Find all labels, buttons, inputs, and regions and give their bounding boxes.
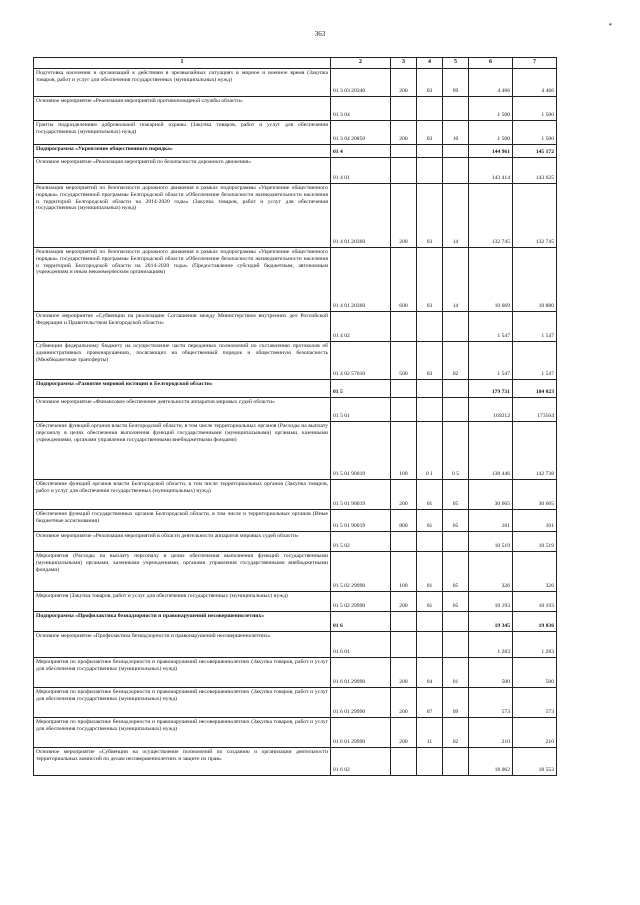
row-amount-2: 132 745 [513,184,557,248]
row-subsection [443,632,469,658]
row-amount-1: 326 [469,552,513,592]
row-amount-2: 1 500 [513,97,557,121]
row-subsection: 14 [443,248,469,312]
row-subsection [443,398,469,422]
row-name: Мероприятия по профилактике безнадзорности и правонарушений несовершеннолетних (Закупка товаров, работ и услуг для обеспечения государственных (муниципальных) нужд) [34,688,331,718]
header-cell: 1 [34,58,331,69]
table-row [34,312,557,342]
row-amount-2: 210 [513,718,557,748]
table-row [34,380,557,398]
row-expense-type: 100 [391,552,417,592]
row-amount-1: 10 519 [469,532,513,552]
row-amount-2: 143 625 [513,158,557,184]
row-amount-2: 173504 [513,398,557,422]
row-section: 11 [417,718,443,748]
row-amount-2: 142 738 [513,422,557,480]
table-row [34,342,557,380]
row-name: Основное мероприятие «Реализация мероприятий противопожарной службы области» [34,97,331,121]
row-expense-type [391,632,417,658]
row-section: 01 [417,510,443,532]
row-subsection [443,312,469,342]
row-name: Основное мероприятие «Субвенции на осуществление полномочий по созданию и организации деятельности территориальных комиссий по делам несовершеннолетних и защите их прав» [34,748,331,776]
row-expense-type: 200 [391,480,417,510]
row-amount-1: 1 500 [469,121,513,145]
row-subsection: 01 [443,658,469,688]
row-subsection: 02 [443,718,469,748]
header-cell: 3 [391,58,417,69]
row-amount-1: 10 193 [469,592,513,612]
table-row [34,422,557,480]
row-code: 01 4 01 [331,158,391,184]
row-amount-2: 101 [513,510,557,532]
row-subsection [443,145,469,158]
row-section: 01 [417,480,443,510]
row-amount-2: 30 665 [513,480,557,510]
corner-mark: * [608,22,612,30]
row-section [417,632,443,658]
row-name: Мероприятия по профилактике безнадзорности и правонарушений несовершеннолетних (Закупка товаров, работ и услуг для обеспечения государственных (муниципальных) нужд) [34,658,331,688]
row-subsection: 0 5 [443,422,469,480]
row-subsection [443,532,469,552]
row-code: 01 5 02 29990 [331,552,391,592]
row-amount-2: 1 500 [513,121,557,145]
row-code: 01 3 03 20340 [331,69,391,97]
row-name: Основное мероприятие «Субвенции на реализацию Соглашения между Министерством внутренних дел Российской Федерации и Правительством Белгородской области» [34,312,331,342]
row-section [417,158,443,184]
row-amount-1: 101 [469,510,513,532]
row-subsection: 05 [443,510,469,532]
table-row [34,688,557,718]
table-row [34,398,557,422]
row-amount-1: 210 [469,718,513,748]
table-row [34,248,557,312]
row-expense-type: 200 [391,718,417,748]
row-amount-2: 326 [513,552,557,592]
row-expense-type [391,145,417,158]
row-subsection [443,158,469,184]
row-subsection: 09 [443,688,469,718]
row-name: Основное мероприятие «Финансовое обеспечение деятельности аппаратов мировых судей области» [34,398,331,422]
row-section: 07 [417,688,443,718]
row-code: 01 4 02 57010 [331,342,391,380]
row-expense-type: 200 [391,592,417,612]
row-code: 01 5 01 [331,398,391,422]
row-amount-1: 4 466 [469,69,513,97]
row-code: 01 6 01 29990 [331,658,391,688]
row-section: 04 [417,658,443,688]
page-number: 363 [314,30,326,38]
table-row [34,532,557,552]
row-expense-type [391,398,417,422]
table-row [34,632,557,658]
row-subsection: 02 [443,342,469,380]
row-subsection: 05 [443,480,469,510]
header-cell: 4 [417,58,443,69]
row-expense-type [391,380,417,398]
row-section: 03 [417,69,443,97]
table-row [34,184,557,248]
row-code: 01 5 [331,380,391,398]
row-section [417,748,443,776]
table-row [34,718,557,748]
row-amount-2: 10 880 [513,248,557,312]
row-amount-2: 500 [513,658,557,688]
row-name: Подготовка населения и организаций к действиям в чрезвычайных ситуациях в мирное и военное время (Закупка товаров, работ и услуг для обеспечения государственных (муниципальных) нужд) [34,69,331,97]
row-section: 03 [417,121,443,145]
row-code: 01 4 01 20360 [331,184,391,248]
row-amount-2: 10 519 [513,532,557,552]
row-amount-1: 573 [469,688,513,718]
row-name: Основное мероприятие «Реализация мероприятий по безопасности дорожного движения» [34,158,331,184]
row-expense-type: 200 [391,69,417,97]
table-row [34,97,557,121]
row-name: Мероприятия (Расходы на выплату персоналу в целях обеспечения выполнения функций государственными (муниципальными) органами, казенными учреждениями, органами управления государственными внебюджетными фондами) [34,552,331,592]
header-row [34,58,557,69]
row-subsection: 09 [443,69,469,97]
table-row [34,658,557,688]
row-section [417,532,443,552]
row-subsection [443,612,469,632]
row-expense-type [391,748,417,776]
header-cell: 6 [469,58,513,69]
table-row [34,612,557,632]
table-row [34,510,557,532]
row-amount-1: 1 547 [469,312,513,342]
row-section: 03 [417,248,443,312]
row-code: 01 4 01 20360 [331,248,391,312]
row-section: 03 [417,342,443,380]
row-expense-type: 200 [391,184,417,248]
row-amount-2: 573 [513,688,557,718]
row-expense-type [391,612,417,632]
row-expense-type: 800 [391,510,417,532]
row-subsection: 14 [443,184,469,248]
row-amount-1: 1 283 [469,632,513,658]
table-row [34,145,557,158]
row-expense-type: 200 [391,121,417,145]
row-expense-type: 200 [391,688,417,718]
row-name: Обеспечение функций органов власти Белгородской области, в том числе территориальных органов (Расходы на выплату персоналу в целях обеспечения выполнения функций государственными (муниципальными) органами, казенными учреждениями, органами управления государственными внебюджетными фондами) [34,422,331,480]
table-row [34,592,557,612]
row-code: 01 6 [331,612,391,632]
row-expense-type [391,158,417,184]
row-subsection [443,97,469,121]
table-row [34,158,557,184]
header-cell: 7 [513,58,557,69]
row-code: 01 6 01 29990 [331,718,391,748]
row-section [417,380,443,398]
table-row [34,552,557,592]
row-code: 01 4 [331,145,391,158]
row-amount-1: 1 500 [469,97,513,121]
row-section: 0 1 [417,422,443,480]
row-amount-2: 1 547 [513,342,557,380]
row-amount-1: 144 961 [469,145,513,158]
row-amount-1: 132 745 [469,184,513,248]
row-amount-2: 184 023 [513,380,557,398]
row-code: 01 3 04 [331,97,391,121]
row-section: 01 [417,592,443,612]
row-code: 01 6 02 [331,748,391,776]
row-amount-2: 18 553 [513,748,557,776]
row-code: 01 3 04 20850 [331,121,391,145]
table-row [34,121,557,145]
row-name: Подпрограмма «Укрепление общественного порядка» [34,145,331,158]
row-code: 01 6 01 29990 [331,688,391,718]
row-amount-1: 143 414 [469,158,513,184]
row-section [417,612,443,632]
row-section [417,398,443,422]
row-section: 01 [417,552,443,592]
header-cell: 5 [443,58,469,69]
row-subsection: 05 [443,552,469,592]
row-amount-2: 10 193 [513,592,557,612]
row-section: 03 [417,184,443,248]
row-expense-type [391,312,417,342]
row-amount-2: 1 547 [513,312,557,342]
row-code: 01 5 02 29990 [331,592,391,612]
row-amount-2: 1 283 [513,632,557,658]
row-amount-2: 145 172 [513,145,557,158]
row-expense-type [391,97,417,121]
budget-table [33,57,557,776]
row-expense-type [391,532,417,552]
row-name: Обеспечение функций органов власти Белгородской области, в том числе территориальных органов (Закупка товаров, работ и услуг для обеспечения государственных (муниципальных) нужд) [34,480,331,510]
row-name: Субвенции федеральному бюджету на осуществление части переданных полномочий по составлению протоколов об административных правонарушениях, посягающих на общественный порядок и общественную безопасность (Межбюджетные трансферты) [34,342,331,380]
row-amount-1: 10 669 [469,248,513,312]
row-section [417,145,443,158]
row-amount-1: 30 665 [469,480,513,510]
row-expense-type: 100 [391,422,417,480]
row-amount-1: 19 345 [469,612,513,632]
row-section [417,97,443,121]
row-name: Реализация мероприятий по безопасности дорожного движения в рамках подпрограммы «Укрепление общественного порядка» государственной программы Белгородской области «Обеспечение безопасности жизнедеятельности населения и территорий Белгородской области на 2014-2020 годы» (Предоставление субсидий бюджетным, автономным учреждениям и иным некоммерческим организациям) [34,248,331,312]
row-code: 01 4 02 [331,312,391,342]
row-name: Основное мероприятие «Реализация мероприятий в области деятельности аппаратов мировых судей области» [34,532,331,552]
row-amount-1: 169212 [469,398,513,422]
row-name: Мероприятия по профилактике безнадзорности и правонарушений несовершеннолетних (Закупка товаров, работ и услуг для обеспечения государственных (муниципальных) нужд) [34,718,331,748]
header-cell: 2 [331,58,391,69]
row-amount-1: 18 062 [469,748,513,776]
row-code: 01 5 01 90019 [331,480,391,510]
row-amount-1: 138 446 [469,422,513,480]
row-amount-1: 1 547 [469,342,513,380]
row-name: Основное мероприятие «Профилактика безнадзорности и правонарушений несовершеннолетних» [34,632,331,658]
row-name: Реализация мероприятий по безопасности дорожного движения в рамках подпрограммы «Укрепление общественного порядка» государственной программы Белгородской области «Обеспечение безопасности жизнедеятельности населения и территорий Белгородской области на 2014-2020 годы» (Закупка товаров, работ и услуг для обеспечения государственных (муниципальных) нужд) [34,184,331,248]
row-name: Обеспечение функций государственных органов Белгородской области, в том числе и территориальных органов (Иные бюджетные ассигнования) [34,510,331,532]
table-row [34,480,557,510]
row-amount-2: 4 466 [513,69,557,97]
row-subsection [443,748,469,776]
row-subsection: 10 [443,121,469,145]
row-amount-2: 19 836 [513,612,557,632]
table-row [34,748,557,776]
row-code: 01 6 01 [331,632,391,658]
row-code: 01 5 02 [331,532,391,552]
row-subsection: 05 [443,592,469,612]
row-amount-1: 500 [469,658,513,688]
row-expense-type: 200 [391,658,417,688]
row-expense-type: 500 [391,342,417,380]
row-name: Подпрограмма «Профилактика безнадзорности и правонарушений несовершеннолетних» [34,612,331,632]
row-code: 01 5 01 90019 [331,510,391,532]
row-name: Мероприятия (Закупка товаров, работ и услуг для обеспечения государственных (муниципальных) нужд) [34,592,331,612]
row-expense-type: 600 [391,248,417,312]
row-name: Гранты подразделениям добровольной пожарной охраны (Закупка товаров, работ и услуг для обеспечения государственных (муниципальных) нужд) [34,121,331,145]
row-name: Подпрограмма «Развитие мировой юстиции в Белгородской области» [34,380,331,398]
table-row [34,69,557,97]
row-amount-1: 179 731 [469,380,513,398]
row-section [417,312,443,342]
row-subsection [443,380,469,398]
row-code: 01 5 01 90019 [331,422,391,480]
